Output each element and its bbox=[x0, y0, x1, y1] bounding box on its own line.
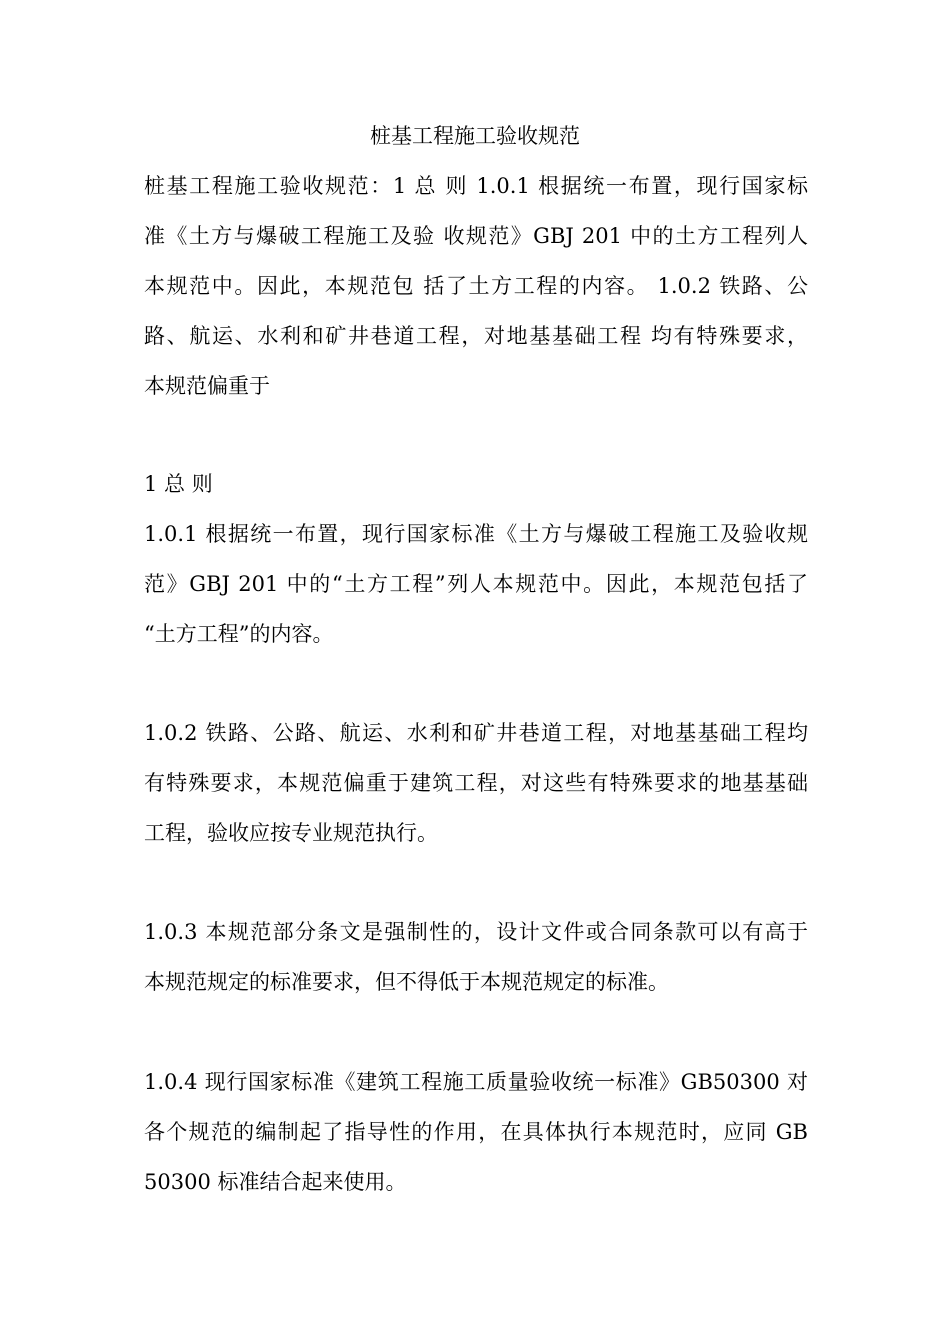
clause-102-line-3: 工程，验收应按专业规范执行。 bbox=[144, 821, 438, 845]
summary-line-4: 路、航运、水利和矿井巷道工程，对地基基础工程 均有特殊要求， bbox=[144, 324, 808, 348]
clause-103-line-1: 1.0.3 本规范部分条文是强制性的，设计文件或合同条款可以有高于 bbox=[144, 920, 808, 944]
summary-line-3: 本规范中。因此，本规范包 括了土方工程的内容。 1.0.2 铁路、公 bbox=[144, 274, 808, 298]
clause-103-line-2: 本规范规定的标准要求，但不得低于本规范规定的标准。 bbox=[144, 970, 669, 994]
clause-104-line-1: 1.0.4 现行国家标准《建筑工程施工质量验收统一标准》GB50300 对 bbox=[144, 1070, 808, 1094]
clause-104-line-2: 各个规范的编制起了指导性的作用，在具体执行本规范时，应同 GB bbox=[144, 1120, 808, 1144]
clause-101-line-3: “土方工程”的内容。 bbox=[144, 622, 334, 646]
clause-102-line-1: 1.0.2 铁路、公路、航运、水利和矿井巷道工程，对地基基础工程均 bbox=[144, 721, 808, 745]
summary-line-5: 本规范偏重于 bbox=[144, 374, 270, 398]
clause-104-line-3: 50300 标准结合起来使用。 bbox=[144, 1170, 407, 1194]
clause-101-line-2: 范》GBJ 201 中的“土方工程”列人本规范中。因此，本规范包括了 bbox=[144, 572, 808, 596]
summary-line-2: 准《土方与爆破工程施工及验 收规范》GBJ 201 中的土方工程列人 bbox=[144, 224, 808, 248]
clause-102-line-2: 有特殊要求，本规范偏重于建筑工程，对这些有特殊要求的地基基础 bbox=[144, 771, 808, 795]
document-title: 桩基工程施工验收规范 bbox=[370, 124, 580, 148]
clause-101-line-1: 1.0.1 根据统一布置，现行国家标准《土方与爆破工程施工及验收规 bbox=[144, 522, 808, 546]
summary-line-1: 桩基工程施工验收规范：1 总 则 1.0.1 根据统一布置，现行国家标 bbox=[144, 174, 808, 198]
section-heading: 1 总 则 bbox=[144, 472, 213, 496]
